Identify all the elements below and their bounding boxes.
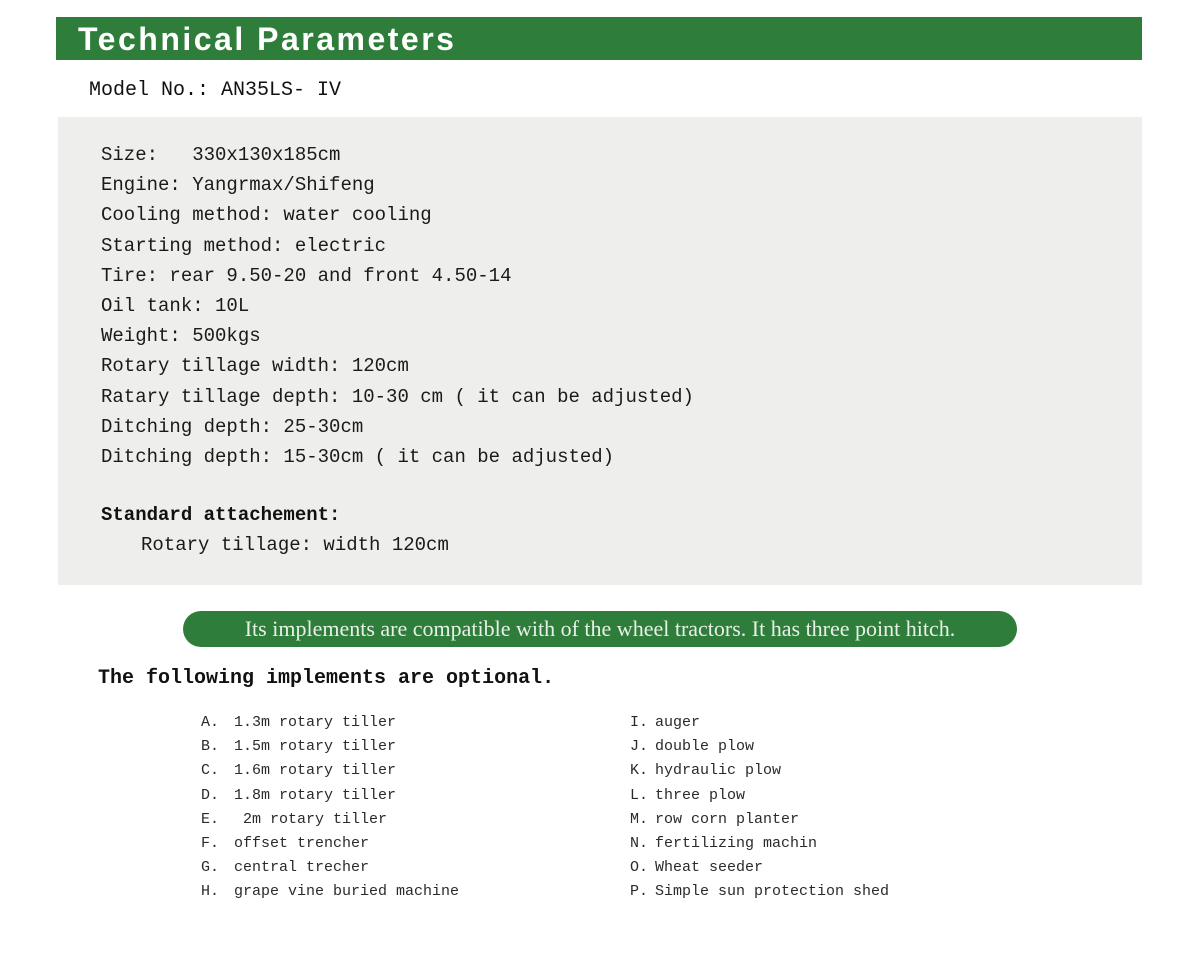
spec-tillage-depth: Ratary tillage depth: 10-30 cm ( it can be adjusted) [101, 385, 694, 408]
item-name: double plow [655, 738, 755, 756]
item-letter: C. [201, 762, 220, 780]
item-letter: G. [201, 859, 220, 877]
list-item [201, 832, 459, 856]
standard-attachment-item: Rotary tillage: width 120cm [141, 534, 449, 556]
spec-tire: Tire: rear 9.50-20 and front 4.50-14 [101, 264, 512, 287]
compatibility-text: Its implements are compatible with of the wheel tractors. It has three point hitch. [244, 616, 956, 641]
list-item [630, 880, 889, 904]
item-name: offset trencher [234, 834, 370, 852]
list-item [630, 711, 889, 735]
list-item [201, 711, 459, 735]
page-title: Technical Parameters [78, 21, 457, 57]
item-name: auger [655, 714, 701, 731]
spec-ditching-depth-adjustable: Ditching depth: 15-30cm ( it can be adjusted) [101, 445, 615, 468]
item-letter: A. [201, 714, 220, 731]
item-name: grape vine buried machine [234, 883, 460, 901]
list-item [630, 832, 889, 856]
item-letter: L. [630, 786, 649, 804]
item-name: fertilizing machin [655, 834, 818, 852]
standard-attachment-title: Standard attachement: [101, 504, 341, 526]
list-item [201, 856, 459, 880]
compatibility-banner [183, 611, 1017, 647]
list-item [630, 759, 889, 783]
spec-weight: Weight: 500kgs [101, 325, 261, 348]
item-name: Simple sun protection shed [655, 883, 890, 901]
item-letter: F. [201, 834, 220, 852]
list-item [630, 784, 889, 808]
spec-ditching-depth: Ditching depth: 25-30cm [101, 415, 364, 438]
item-name: three plow [655, 786, 746, 804]
item-name: 1.8m rotary tiller [234, 786, 397, 804]
title-banner [56, 17, 1142, 60]
item-letter: N. [630, 834, 649, 852]
item-letter: K. [630, 762, 649, 780]
item-letter: D. [201, 786, 220, 804]
spec-panel [58, 117, 1142, 585]
list-item [201, 784, 459, 808]
implements-left-column [201, 711, 459, 905]
spec-starting: Starting method: electric [101, 234, 387, 257]
model-number: Model No.: AN35LS- IV [89, 79, 342, 102]
item-letter: B. [201, 738, 220, 756]
item-name: Wheat seeder [655, 859, 764, 877]
item-name: 1.6m rotary tiller [234, 762, 397, 780]
item-name: 1.5m rotary tiller [234, 738, 397, 756]
spec-oil-tank: Oil tank: 10L [101, 294, 250, 317]
list-item [630, 808, 889, 832]
list-item [201, 808, 459, 832]
item-letter: M. [630, 810, 649, 828]
spec-engine: Engine: Yangrmax/Shifeng [101, 174, 375, 197]
implements-right-column [630, 711, 889, 905]
item-letter: O. [630, 859, 649, 877]
item-letter: P. [630, 883, 649, 901]
item-name: 2m rotary tiller [234, 810, 388, 828]
item-name: hydraulic plow [655, 762, 782, 780]
list-item [630, 735, 889, 759]
list-item [630, 856, 889, 880]
list-item [201, 735, 459, 759]
item-name: row corn planter [655, 810, 800, 828]
item-letter: I. [630, 714, 649, 731]
spec-tillage-width: Rotary tillage width: 120cm [101, 355, 409, 378]
item-name: central trecher [234, 859, 370, 877]
list-item [201, 759, 459, 783]
spec-cooling: Cooling method: water cooling [101, 204, 432, 227]
optional-implements-title: The following implements are optional. [98, 667, 555, 690]
spec-list [101, 140, 694, 472]
item-letter: J. [630, 738, 649, 756]
item-letter: H. [201, 883, 220, 901]
item-name: 1.3m rotary tiller [234, 714, 397, 731]
list-item [201, 880, 459, 904]
spec-size: Size: 330x130x185cm [101, 144, 341, 166]
item-letter: E. [201, 810, 220, 828]
